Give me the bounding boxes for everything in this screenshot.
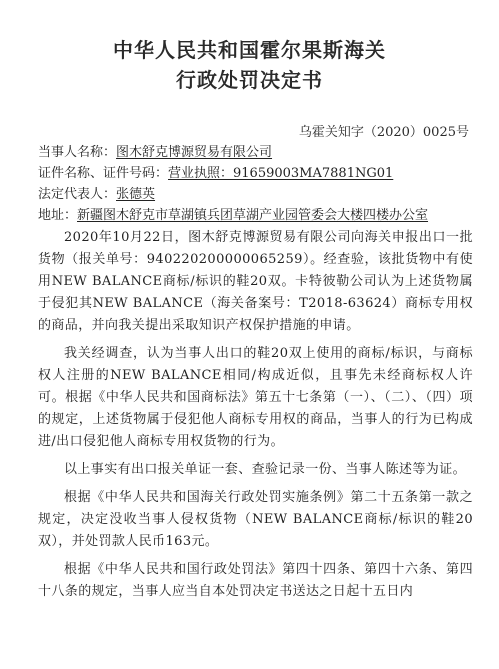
legal-rep-value: 张德英 (116, 187, 156, 202)
address-label: 地址： (38, 208, 78, 223)
paragraph-investigation: 我关经调查，认为当事人出口的鞋20双上使用的商标/标识，与商标权人注册的NEW BALANCE相同/构成近似，且事先未经商标权人许可。根据《中华人民共和国商标法》第五十七条第（一）、（二）、（四）项的规定，上述货物属于侵犯他人商标专用权的商品，当事人的行为已构成进/出口侵犯他人商标专用权货物的行为。 (38, 346, 473, 449)
legal-rep-label: 法定代表人： (38, 187, 117, 202)
party-name-value: 图木舒克博源贸易有限公司 (116, 145, 273, 160)
paragraph-evidence: 以上事实有出口报关单证一套、查验记录一份、当事人陈述等为证。 (64, 462, 467, 477)
document-number: 乌霍关知字（2020）0025号 (298, 125, 469, 140)
document-body (38, 142, 473, 603)
party-name-label: 当事人名称： (38, 145, 117, 160)
party-name-row (38, 142, 473, 163)
document-title-line2: 行政处罚决定书 (176, 68, 323, 92)
paragraph-declaration: 2020年10月22日，图木舒克博源贸易有限公司向海关申报出口一批货物（报关单号：940220200000065259）。经查验，该批货物中有使用NEW BALANCE商标/标识的鞋20双。卡特彼勒公司认为上述货物属于侵犯其NEW BALANCE（海关备案号：T2018-63624）商标专用权的商品，并向我关提出采取知识产权保护措施的申请。 (38, 230, 473, 333)
id-label: 证件名称、证件号码： (38, 166, 169, 181)
address-row (38, 205, 473, 226)
legal-rep-row (38, 184, 473, 205)
paragraph-penalty: 根据《中华人民共和国海关行政处罚实施条例》第二十五条第一款之规定，决定没收当事人侵权货物（NEW BALANCE商标/标识的鞋20双），并处罚款人民币163元。 (38, 490, 473, 549)
document-title-line1: 中华人民共和国霍尔果斯海关 (113, 38, 386, 62)
address-value: 新疆图木舒克市草湖镇兵团草湖产业园管委会大楼四楼办公室 (77, 208, 429, 223)
id-row (38, 163, 473, 184)
paragraph-appeal: 根据《中华人民共和国行政处罚法》第四十四条、第四十六条、第四十八条的规定，当事人应当自本处罚决定书送达之日起十五日内 (38, 562, 473, 599)
id-value: 营业执照：91659003MA7881NG01 (168, 166, 394, 181)
